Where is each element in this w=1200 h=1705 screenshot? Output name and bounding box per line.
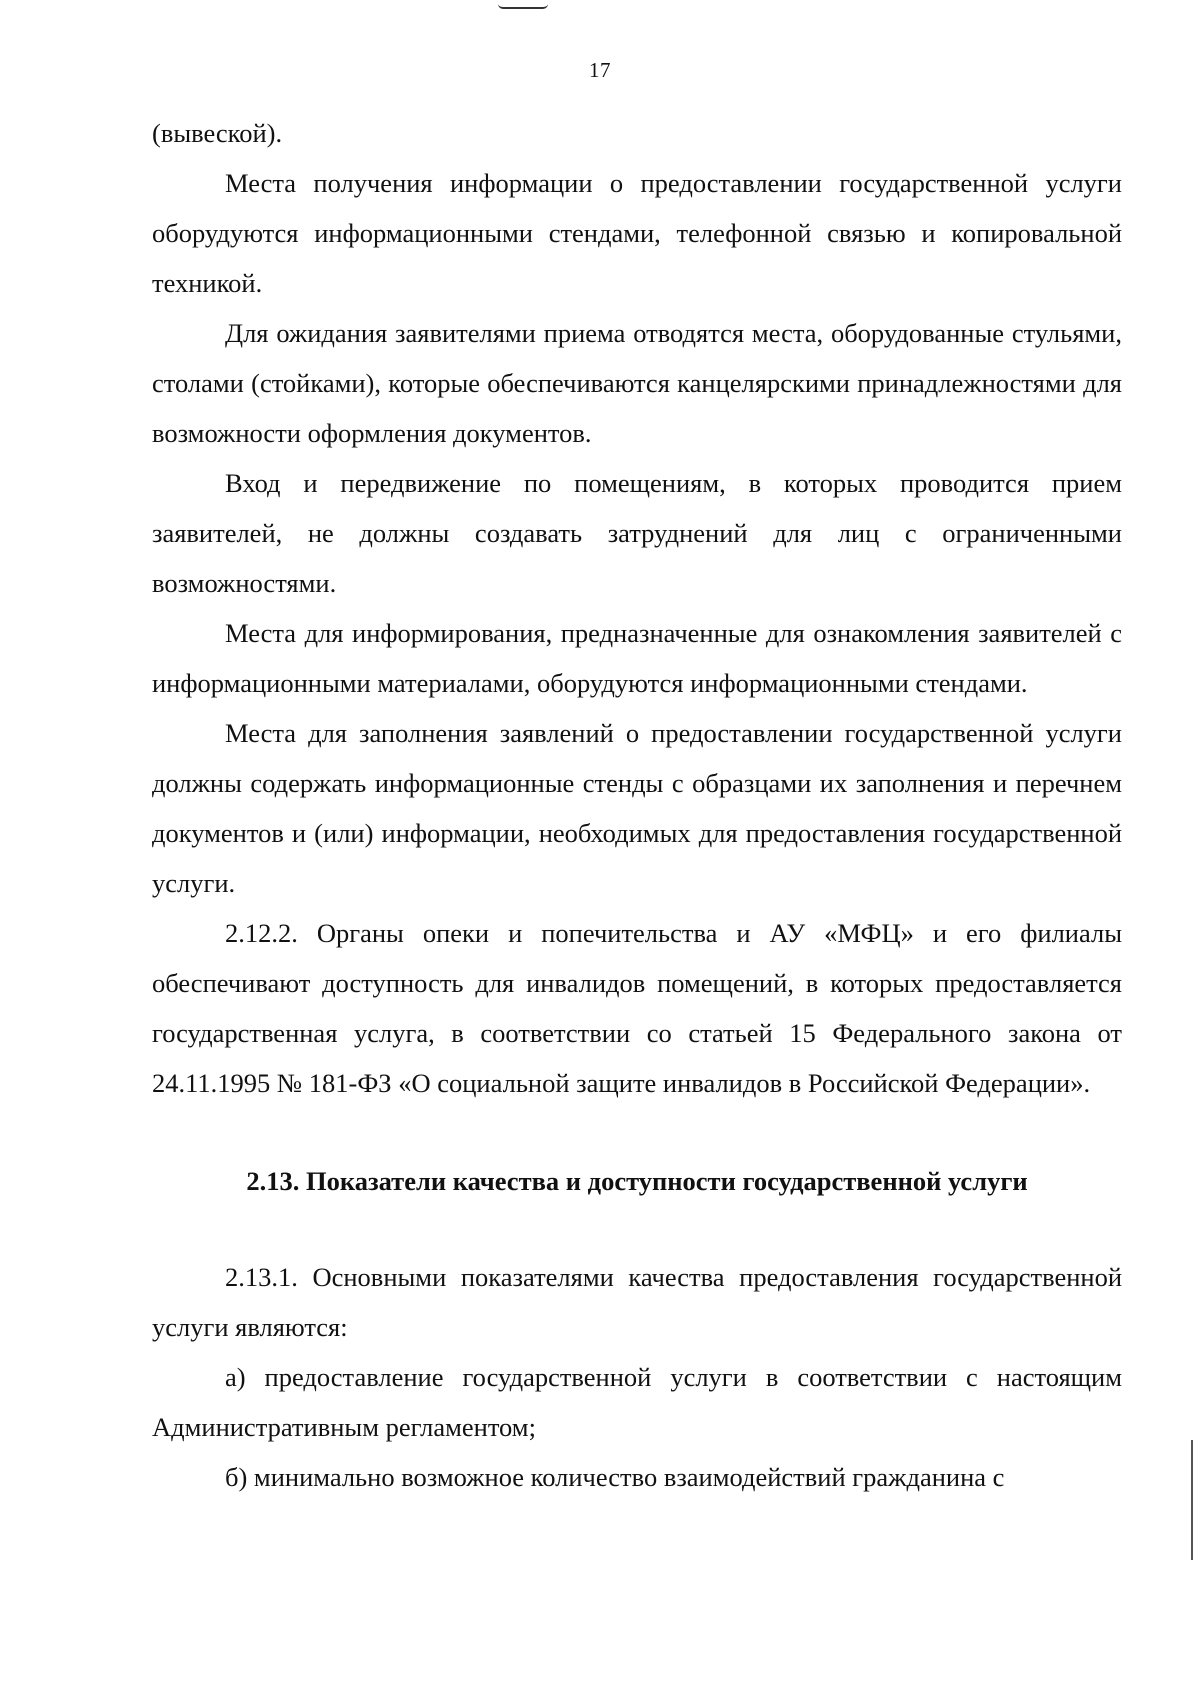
paragraph: Места получения информации о предоставлении государственной услуги оборудуются информационными стендами, телефонной связью и копировальной техникой. bbox=[152, 168, 1122, 298]
paragraph: Места для информирования, предназначенные для ознакомления заявителей с информационными материалами, оборудуются информационными стендами. bbox=[152, 618, 1122, 698]
document-body bbox=[152, 108, 1122, 1502]
paragraph: Места для заполнения заявлений о предоставлении государственной услуги должны содержать информационные стенды с образцами их заполнения и перечнем документов и (или) информации, необходимых для предоставления государственной услуги. bbox=[152, 718, 1122, 898]
list-item: б) минимально возможное количество взаимодействий гражданина с bbox=[225, 1462, 1005, 1492]
paragraph: 2.13.1. Основными показателями качества предоставления государственной услуги являются: bbox=[152, 1262, 1122, 1342]
paragraph: Вход и передвижение по помещениям, в которых проводится прием заявителей, не должны создавать затруднений для лиц с ограниченными возможностями. bbox=[152, 468, 1122, 598]
list-item: а) предоставление государственной услуги в соответствии с настоящим Административным регламентом; bbox=[152, 1362, 1122, 1442]
scan-artifact-top bbox=[498, 4, 548, 9]
paragraph: Для ожидания заявителями приема отводятся места, оборудованные стульями, столами (стойками), которые обеспечиваются канцелярскими принадлежностями для возможности оформления документов. bbox=[152, 318, 1122, 448]
paragraph: 2.12.2. Органы опеки и попечительства и АУ «МФЦ» и его филиалы обеспечивают доступность для инвалидов помещений, в которых предоставляется государственная услуга, в соответствии со статьей 15 Федерального закона от 24.11.1995 № 181-ФЗ «О социальной защите инвалидов в Российской Федерации». bbox=[152, 918, 1122, 1098]
paragraph: (вывеской). bbox=[152, 118, 283, 148]
page-number: 17 bbox=[589, 58, 611, 82]
scan-artifact-right bbox=[1191, 1440, 1193, 1560]
section-heading: 2.13. Показатели качества и доступности государственной услуги bbox=[246, 1166, 1028, 1196]
